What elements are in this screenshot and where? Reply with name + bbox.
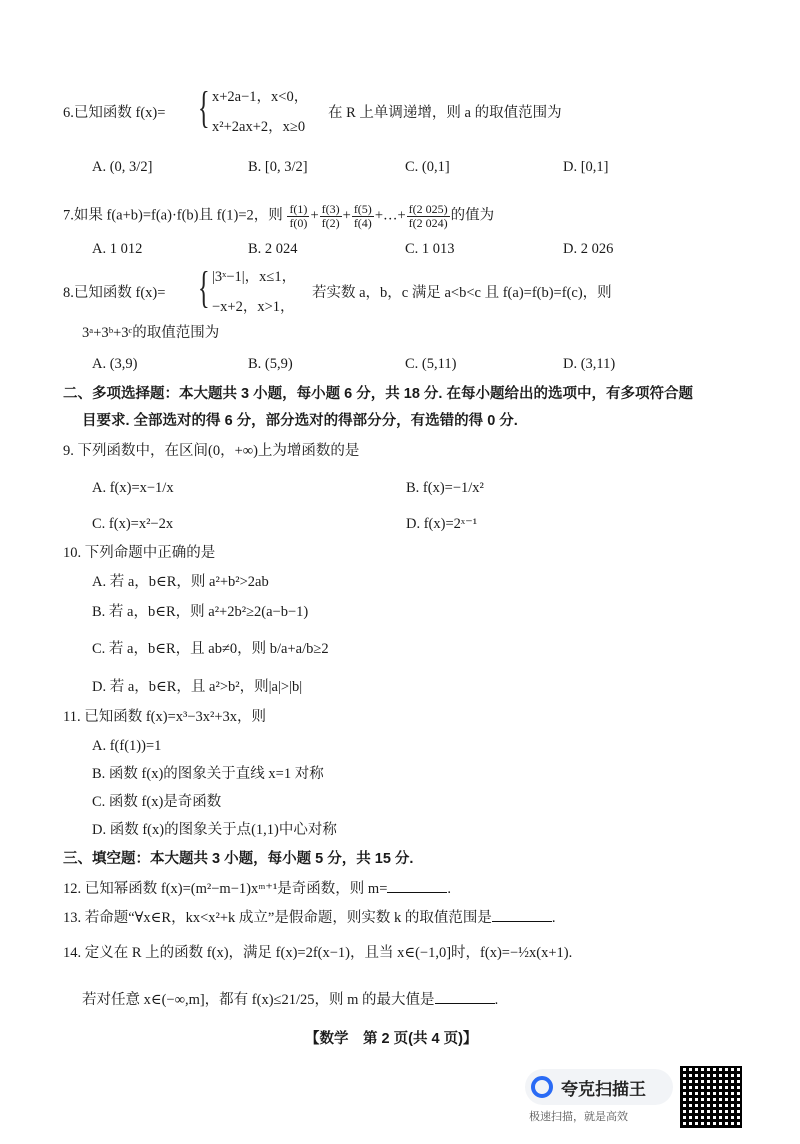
q6-option-c: C. (0,1] xyxy=(405,159,450,175)
q9-option-a: A. f(x)=x−1/x xyxy=(92,480,174,496)
q11-option-d: D. 函数 f(x)的图象关于点(1,1)中心对称 xyxy=(92,822,337,838)
q7-term-2: $\frac{f(3)}{f(2)}$ xyxy=(321,202,340,230)
q14-answer-blank[interactable] xyxy=(435,991,495,1004)
q6-case2: x²+2ax+2，x≥0 xyxy=(212,119,306,135)
section-2-heading-cont: 目要求. 全部选对的得 6 分，部分选对的得部分分，有选错的得 0 分. xyxy=(82,413,518,429)
q6-option-b: B. [0, 3/2] xyxy=(248,159,308,175)
scanner-brand: 夸克扫描王 xyxy=(561,1079,646,1099)
q7-option-b: B. 2 024 xyxy=(248,241,298,257)
q10-option-b: B. 若 a，b∈R，则 a²+2b²≥2(a−b−1) xyxy=(92,604,309,620)
q8-option-b: B. (5,9) xyxy=(248,356,293,372)
q6-post: 在 R 上单调递增，则 a 的取值范围为 xyxy=(328,105,562,121)
qr-code-icon xyxy=(680,1066,742,1128)
q11-option-a: A. f(f(1))=1 xyxy=(92,738,162,754)
page-footer: 【数学 第 2 页(共 4 页)】 xyxy=(305,1031,478,1047)
q8-option-d: D. (3,11) xyxy=(563,356,616,372)
q9-option-d: D. f(x)=2ˣ⁻¹ xyxy=(406,516,478,532)
q8-case1: |3ˣ−1|，x≤1， xyxy=(212,269,297,285)
q11-option-b: B. 函数 f(x)的图象关于直线 x=1 对称 xyxy=(92,766,324,782)
scanner-watermark xyxy=(525,1069,673,1105)
q8-case2: −x+2，x>1， xyxy=(212,299,295,315)
q8-option-c: C. (5,11) xyxy=(405,356,457,372)
q7-option-d: D. 2 026 xyxy=(563,241,614,257)
q7-term-1: $\frac{f(1)}{f(0)}$ xyxy=(289,202,308,230)
q7-option-c: C. 1 013 xyxy=(405,241,455,257)
q8-option-a: A. (3,9) xyxy=(92,356,138,372)
q6-option-a: A. (0, 3/2] xyxy=(92,159,153,175)
q6-case1: x+2a−1，x<0， xyxy=(212,89,309,105)
section-3-heading: 三、填空题：本大题共 3 小题，每小题 5 分，共 15 分. xyxy=(63,851,414,867)
q14-line2: 若对任意 x∈(−∞,m]，都有 f(x)≤21/25，则 m 的最大值是 . xyxy=(82,992,499,1008)
q8-line2: 3ᵃ+3ᵇ+3ᶜ的取值范围为 xyxy=(82,325,220,341)
q8-post: 若实数 a，b，c 满足 a<b<c 且 f(a)=f(b)=f(c)，则 xyxy=(312,285,612,301)
q6-brace: { xyxy=(198,83,210,132)
q10-stem: 10. 下列命题中正确的是 xyxy=(63,545,216,561)
q9-option-b: B. f(x)=−1/x² xyxy=(406,480,484,496)
q8-brace: { xyxy=(198,263,210,312)
q10-option-a: A. 若 a，b∈R，则 a²+b²>2ab xyxy=(92,574,269,590)
q6-option-d: D. [0,1] xyxy=(563,159,609,175)
q7-term-4: $\frac{f(2 025)}{f(2 024)}$ xyxy=(408,202,448,230)
q14-line1: 14. 定义在 R 上的函数 f(x)，满足 f(x)=2f(x−1)，且当 x∈(−1,0]时，f(x)=−½x(x+1). xyxy=(63,945,573,961)
q13-answer-blank[interactable] xyxy=(492,909,552,922)
q10-option-c: C. 若 a，b∈R，且 ab≠0，则 b/a+a/b≥2 xyxy=(92,641,329,657)
q9-stem: 9. 下列函数中，在区间(0，+∞)上为增函数的是 xyxy=(63,443,360,459)
q7-term-3: $\frac{f(5)}{f(4)}$ xyxy=(353,202,372,230)
q9-option-c: C. f(x)=x²−2x xyxy=(92,516,174,532)
q12: 12. 已知幂函数 f(x)=(m²−m−1)xᵐ⁺¹是奇函数，则 m= . xyxy=(63,881,451,897)
q7-option-a: A. 1 012 xyxy=(92,241,143,257)
scanner-slogan: 极速扫描，就是高效 xyxy=(529,1111,628,1123)
q8-stem: 8.已知函数 f(x)= xyxy=(63,285,166,301)
q11-option-c: C. 函数 f(x)是奇函数 xyxy=(92,794,222,810)
q11-stem: 11. 已知函数 f(x)=x³−3x²+3x，则 xyxy=(63,709,267,725)
scanner-logo-icon xyxy=(531,1076,553,1098)
section-2-heading: 二、多项选择题：本大题共 3 小题，每小题 6 分，共 18 分. 在每小题给出的选项中，有多项符合题 xyxy=(63,386,693,402)
q12-answer-blank[interactable] xyxy=(387,880,447,893)
q10-option-d: D. 若 a，b∈R，且 a²>b²，则|a|>|b| xyxy=(92,679,303,695)
q13: 13. 若命题“∀x∈R，kx<x²+k 成立”是假命题，则实数 k 的取值范围是 . xyxy=(63,910,556,926)
q6-stem: 6.已知函数 f(x)= xyxy=(63,105,166,121)
q7-stem: 7.如果 f(a+b)=f(a)·f(b)且 f(1)=2，则 $\frac{f(1)}{f(0)}$ + $\frac{f(3)}{f(2)}$ + $\frac{f(5)}{f(4)}$ +…+ $\frac{f(2 025)}{f(2 024)}$ 的值为 xyxy=(63,202,495,230)
